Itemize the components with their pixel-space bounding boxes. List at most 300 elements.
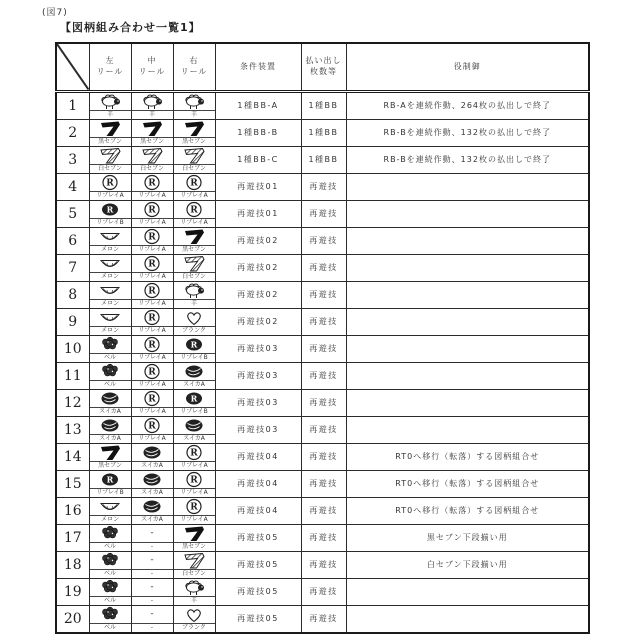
symbol-dash-icon: - (150, 582, 154, 592)
reel-symbol-cell (173, 443, 215, 470)
symbol-label: 黒セブン (174, 245, 215, 254)
header-cell-payout: 払い出し 枚数等 (301, 43, 346, 91)
reel-symbol-cell (173, 200, 215, 227)
condition-cell: 再遊技01 (215, 200, 301, 227)
control-cell (346, 227, 589, 254)
condition-cell: 1種BB-C (215, 146, 301, 173)
condition-cell: 再遊技05 (215, 578, 301, 605)
symbol-label: 白セブン (132, 164, 173, 173)
symbol-replayB-icon (90, 471, 131, 488)
control-cell: RB-Bを連続作動、132枚の払出しで終了 (346, 146, 589, 173)
reel-symbol-cell (173, 146, 215, 173)
symbol-label: リプレイA (90, 191, 131, 200)
symbol-suikaA-icon (174, 363, 215, 380)
reel-symbol-cell (89, 335, 131, 362)
payout-cell: 再遊技 (301, 416, 346, 443)
reel-symbol-cell (173, 416, 215, 443)
symbol-label: スイカA (174, 434, 215, 443)
symbol-replayA-icon (132, 201, 173, 218)
condition-cell: 再遊技05 (215, 605, 301, 633)
control-cell: RT0へ移行（転落）する図柄組合せ (346, 443, 589, 470)
row-number-cell: 9 (56, 308, 89, 335)
reel-symbol-cell (131, 200, 173, 227)
symbol-label: リプレイA (174, 461, 215, 470)
payout-cell: 再遊技 (301, 551, 346, 578)
table-row (56, 146, 589, 173)
symbol-label: ブランク (174, 623, 215, 632)
symbol-replayA-icon (132, 309, 173, 326)
table-row (56, 200, 589, 227)
symbol-suikaA-icon (132, 444, 173, 461)
row-number-cell: 13 (56, 416, 89, 443)
symbol-label: - (132, 542, 173, 551)
symbol-black7-icon (132, 120, 173, 137)
reel-symbol-cell (89, 91, 131, 119)
row-number-cell: 7 (56, 254, 89, 281)
table-row (56, 335, 589, 362)
symbol-black7-icon (90, 120, 131, 137)
row-number-cell: 11 (56, 362, 89, 389)
row-number-cell: 5 (56, 200, 89, 227)
reel-symbol-cell (89, 551, 131, 578)
control-cell (346, 335, 589, 362)
symbol-label: スイカA (90, 434, 131, 443)
symbol-label: リプレイA (174, 218, 215, 227)
symbol-label: リプレイA (132, 272, 173, 281)
reel-symbol-cell (173, 119, 215, 146)
condition-cell: 再遊技01 (215, 173, 301, 200)
symbol-white7-icon (174, 255, 215, 272)
control-cell: 黒セブン下段揃い用 (346, 524, 589, 551)
symbol-bell-icon (90, 363, 131, 380)
row-number-cell: 2 (56, 119, 89, 146)
symbol-label: スイカA (132, 461, 173, 470)
svg-text:R: R (148, 259, 156, 270)
reel-symbol-cell (131, 389, 173, 416)
condition-cell: 1種BB-A (215, 91, 301, 119)
control-cell (346, 173, 589, 200)
reel-symbol-cell (131, 146, 173, 173)
reel-symbol-cell (89, 416, 131, 443)
payout-cell: 1種BB (301, 91, 346, 119)
reel-symbol-cell (89, 119, 131, 146)
reel-symbol-cell (173, 335, 215, 362)
symbol-sheep-icon (132, 93, 173, 110)
condition-cell: 再遊技03 (215, 389, 301, 416)
header-cell-left-reel: 左 リール (89, 43, 131, 91)
symbol-white7-icon (174, 552, 215, 569)
symbol-black7-icon (174, 228, 215, 245)
symbol-suikaA-icon (132, 498, 173, 515)
svg-text:R: R (148, 394, 156, 405)
row-number-cell: 1 (56, 91, 89, 119)
symbol-sheep-icon (174, 282, 215, 299)
symbol-label: リプレイA (132, 245, 173, 254)
control-cell: 白セブン下段揃い用 (346, 551, 589, 578)
reel-symbol-cell (89, 173, 131, 200)
symbol-replayA-icon (132, 255, 173, 272)
symbol-melon-icon (90, 255, 131, 272)
reel-symbol-cell (89, 470, 131, 497)
reel-symbol-cell (89, 524, 131, 551)
reel-symbol-cell (131, 91, 173, 119)
reel-symbol-cell (89, 497, 131, 524)
payout-cell: 再遊技 (301, 524, 346, 551)
condition-cell: 再遊技04 (215, 497, 301, 524)
condition-cell: 再遊技03 (215, 362, 301, 389)
symbol-bell-icon (90, 552, 131, 569)
reel-symbol-cell (89, 281, 131, 308)
table-body (56, 91, 589, 633)
reel-symbol-cell (173, 389, 215, 416)
symbol-label: メロン (90, 326, 131, 335)
symbol-label: 黒セブン (132, 137, 173, 146)
svg-text:R: R (148, 421, 156, 432)
reel-symbol-cell (89, 200, 131, 227)
symbol-label: 羊 (174, 299, 215, 308)
svg-text:R: R (190, 448, 198, 459)
figure-label: (図7) (42, 8, 68, 18)
symbol-label: リプレイA (132, 326, 173, 335)
symbol-bell-icon (90, 525, 131, 542)
control-cell (346, 605, 589, 633)
symbol-suikaA-icon (90, 417, 131, 434)
symbol-bell-icon (90, 336, 131, 353)
symbol-label: リプレイA (174, 515, 215, 524)
reel-symbol-cell (131, 308, 173, 335)
reel-symbol-cell (173, 578, 215, 605)
corner-cell (56, 43, 89, 91)
symbol-label: ベル (90, 380, 131, 389)
condition-cell: 再遊技05 (215, 551, 301, 578)
symbol-label: リプレイA (132, 218, 173, 227)
symbol-melon-icon (90, 309, 131, 326)
symbol-label: メロン (90, 245, 131, 254)
symbol-replayA-icon (90, 174, 131, 191)
row-number-cell: 19 (56, 578, 89, 605)
control-cell (346, 308, 589, 335)
symbol-black7-icon (90, 444, 131, 461)
symbol-label: 白セブン (174, 164, 215, 173)
payout-cell: 1種BB (301, 119, 346, 146)
reel-symbol-cell (173, 308, 215, 335)
control-cell: RB-Bを連続作動、132枚の払出しで終了 (346, 119, 589, 146)
reel-symbol-cell (131, 470, 173, 497)
page-title: 【図柄組み合わせ一覧1】 (60, 21, 201, 34)
symbol-replayA-icon (174, 201, 215, 218)
control-cell (346, 281, 589, 308)
symbol-melon-icon (90, 228, 131, 245)
symbol-label: リプレイA (174, 191, 215, 200)
symbol-label: ベル (90, 542, 131, 551)
payout-cell: 再遊技 (301, 254, 346, 281)
reel-symbol-cell (173, 91, 215, 119)
reel-symbol-cell (89, 308, 131, 335)
svg-text:R: R (106, 203, 114, 214)
reel-symbol-cell (131, 551, 173, 578)
payout-cell: 再遊技 (301, 200, 346, 227)
symbol-replayA-icon (132, 174, 173, 191)
table-row (56, 281, 589, 308)
condition-cell: 再遊技03 (215, 335, 301, 362)
svg-text:R: R (148, 286, 156, 297)
table-row (56, 551, 589, 578)
row-number-cell: 14 (56, 443, 89, 470)
symbol-label: リプレイA (132, 299, 173, 308)
symbol-replayA-icon (174, 498, 215, 515)
symbol-label: リプレイA (132, 407, 173, 416)
svg-text:R: R (190, 475, 198, 486)
payout-cell: 再遊技 (301, 443, 346, 470)
payout-cell: 再遊技 (301, 470, 346, 497)
reel-symbol-cell (131, 254, 173, 281)
table-row (56, 254, 589, 281)
reel-symbol-cell (89, 578, 131, 605)
symbol-black7-icon (174, 525, 215, 542)
symbol-label: スイカA (174, 380, 215, 389)
payout-cell: 再遊技 (301, 281, 346, 308)
symbol-replayA-icon (174, 444, 215, 461)
symbol-suikaA-icon (174, 417, 215, 434)
symbol-melon-icon (90, 282, 131, 299)
symbol-label: リプレイA (132, 191, 173, 200)
svg-text:R: R (190, 178, 198, 189)
reel-symbol-cell (131, 443, 173, 470)
reel-symbol-cell (89, 362, 131, 389)
symbol-replayA-icon (132, 363, 173, 380)
table-row (56, 119, 589, 146)
symbol-replayA-icon (132, 282, 173, 299)
payout-cell: 再遊技 (301, 389, 346, 416)
symbol-label: 羊 (132, 110, 173, 119)
symbol-label: リプレイA (174, 488, 215, 497)
svg-text:R: R (148, 232, 156, 243)
condition-cell: 再遊技02 (215, 308, 301, 335)
symbol-label: 黒セブン (90, 137, 131, 146)
symbol-label: リプレイB (174, 407, 215, 416)
symbol-dash-icon: - (150, 609, 154, 619)
control-cell (346, 254, 589, 281)
control-cell (346, 578, 589, 605)
reel-symbol-cell (173, 227, 215, 254)
symbol-label: 羊 (174, 596, 215, 605)
reel-symbol-cell (89, 443, 131, 470)
row-number-cell: 15 (56, 470, 89, 497)
row-number-cell: 10 (56, 335, 89, 362)
symbol-sheep-icon (174, 579, 215, 596)
symbol-blank-icon (174, 309, 215, 326)
diagonal-line (57, 44, 89, 90)
reel-symbol-cell (131, 362, 173, 389)
symbol-label: 白セブン (174, 569, 215, 578)
header-cell-middle-reel: 中 リール (131, 43, 173, 91)
control-cell (346, 416, 589, 443)
table-row (56, 173, 589, 200)
header-cell-right-reel: 右 リール (173, 43, 215, 91)
row-number-cell: 16 (56, 497, 89, 524)
table-row (56, 497, 589, 524)
symbol-label: リプレイB (174, 353, 215, 362)
svg-text:R: R (148, 313, 156, 324)
table-row (56, 308, 589, 335)
reel-symbol-cell (173, 254, 215, 281)
symbol-label: リプレイB (90, 218, 131, 227)
reel-symbol-cell (131, 227, 173, 254)
reel-symbol-cell (89, 146, 131, 173)
symbol-white7-icon (132, 147, 173, 164)
row-number-cell: 3 (56, 146, 89, 173)
symbol-label: スイカA (132, 488, 173, 497)
reel-symbol-cell (173, 362, 215, 389)
svg-text:R: R (190, 205, 198, 216)
table-header (56, 43, 589, 91)
symbol-label: メロン (90, 515, 131, 524)
payout-cell: 再遊技 (301, 578, 346, 605)
payout-cell: 1種BB (301, 146, 346, 173)
svg-text:R: R (190, 338, 198, 349)
condition-cell: 再遊技03 (215, 416, 301, 443)
table-row (56, 389, 589, 416)
payout-cell: 再遊技 (301, 227, 346, 254)
symbol-label: ベル (90, 623, 131, 632)
table-row (56, 227, 589, 254)
symbol-blank-icon (174, 606, 215, 623)
condition-cell: 再遊技02 (215, 281, 301, 308)
reel-symbol-cell (89, 605, 131, 633)
symbol-white7-icon (174, 147, 215, 164)
reel-symbol-cell (173, 524, 215, 551)
header-row (56, 43, 589, 91)
table-row (56, 416, 589, 443)
table-row (56, 578, 589, 605)
payout-cell: 再遊技 (301, 362, 346, 389)
symbol-bell-icon (90, 606, 131, 623)
reel-symbol-cell (131, 416, 173, 443)
reel-symbol-cell (131, 605, 173, 633)
reel-symbol-cell (173, 551, 215, 578)
symbol-label: ベル (90, 596, 131, 605)
symbol-replayA-icon (132, 336, 173, 353)
payout-cell: 再遊技 (301, 335, 346, 362)
symbol-label: 黒セブン (174, 542, 215, 551)
reel-symbol-cell (173, 281, 215, 308)
reel-symbol-cell (131, 335, 173, 362)
payout-cell: 再遊技 (301, 173, 346, 200)
reel-symbol-cell (131, 281, 173, 308)
symbol-label: 白セブン (174, 272, 215, 281)
row-number-cell: 4 (56, 173, 89, 200)
payout-cell: 再遊技 (301, 497, 346, 524)
control-cell (346, 389, 589, 416)
symbol-replayA-icon (174, 174, 215, 191)
svg-text:R: R (106, 473, 114, 484)
condition-cell: 再遊技04 (215, 443, 301, 470)
row-number-cell: 6 (56, 227, 89, 254)
condition-cell: 再遊技05 (215, 524, 301, 551)
control-cell: RB-Aを連続作動、264枚の払出しで終了 (346, 91, 589, 119)
symbol-label: - (132, 569, 173, 578)
svg-text:R: R (190, 392, 198, 403)
symbol-label: 白セブン (90, 164, 131, 173)
symbol-replayB-icon (90, 201, 131, 218)
payout-cell: 再遊技 (301, 605, 346, 633)
symbol-label: メロン (90, 299, 131, 308)
symbol-melon-icon (90, 498, 131, 515)
reel-symbol-cell (131, 497, 173, 524)
symbol-replayB-icon (174, 336, 215, 353)
symbol-label: リプレイA (132, 380, 173, 389)
svg-text:R: R (106, 178, 114, 189)
symbol-sheep-icon (90, 93, 131, 110)
row-number-cell: 12 (56, 389, 89, 416)
condition-cell: 再遊技02 (215, 227, 301, 254)
control-cell (346, 362, 589, 389)
symbol-label: ベル (90, 353, 131, 362)
symbol-dash-icon: - (150, 555, 154, 565)
table-row (56, 470, 589, 497)
control-cell: RT0へ移行（転落）する図柄組合せ (346, 497, 589, 524)
symbol-label: ベル (90, 569, 131, 578)
payout-cell: 再遊技 (301, 308, 346, 335)
reel-symbol-cell (173, 605, 215, 633)
svg-text:R: R (190, 502, 198, 513)
control-cell: RT0へ移行（転落）する図柄組合せ (346, 470, 589, 497)
control-cell (346, 200, 589, 227)
header-cell-control: 役制御 (346, 43, 589, 91)
reel-symbol-cell (173, 173, 215, 200)
header-cell-condition: 条件装置 (215, 43, 301, 91)
reel-symbol-cell (89, 254, 131, 281)
symbol-label: メロン (90, 272, 131, 281)
symbol-suikaA-icon (90, 390, 131, 407)
symbol-label: リプレイB (90, 488, 131, 497)
table-row (56, 605, 589, 633)
table-row (56, 443, 589, 470)
symbol-label: 羊 (174, 110, 215, 119)
row-number-cell: 8 (56, 281, 89, 308)
row-number-cell: 17 (56, 524, 89, 551)
condition-cell: 再遊技04 (215, 470, 301, 497)
symbol-sheep-icon (174, 93, 215, 110)
condition-cell: 1種BB-B (215, 119, 301, 146)
table-row (56, 91, 589, 119)
symbol-replayA-icon (132, 390, 173, 407)
reel-symbol-cell (173, 497, 215, 524)
svg-text:R: R (148, 205, 156, 216)
condition-cell: 再遊技02 (215, 254, 301, 281)
symbol-replayA-icon (132, 417, 173, 434)
symbol-dash-icon: - (150, 528, 154, 538)
svg-text:R: R (148, 340, 156, 351)
symbol-combination-table (55, 42, 590, 634)
svg-text:R: R (148, 178, 156, 189)
symbol-label: スイカA (90, 407, 131, 416)
symbol-label: リプレイA (132, 434, 173, 443)
svg-text:R: R (148, 367, 156, 378)
reel-symbol-cell (89, 227, 131, 254)
row-number-cell: 18 (56, 551, 89, 578)
reel-symbol-cell (131, 524, 173, 551)
symbol-black7-icon (174, 120, 215, 137)
row-number-cell: 20 (56, 605, 89, 633)
symbol-white7-icon (90, 147, 131, 164)
symbol-label: リプレイA (132, 353, 173, 362)
symbol-suikaA-icon (132, 471, 173, 488)
symbol-replayB-icon (174, 390, 215, 407)
symbol-label: 黒セブン (174, 137, 215, 146)
symbol-replayA-icon (132, 228, 173, 245)
table-row (56, 524, 589, 551)
